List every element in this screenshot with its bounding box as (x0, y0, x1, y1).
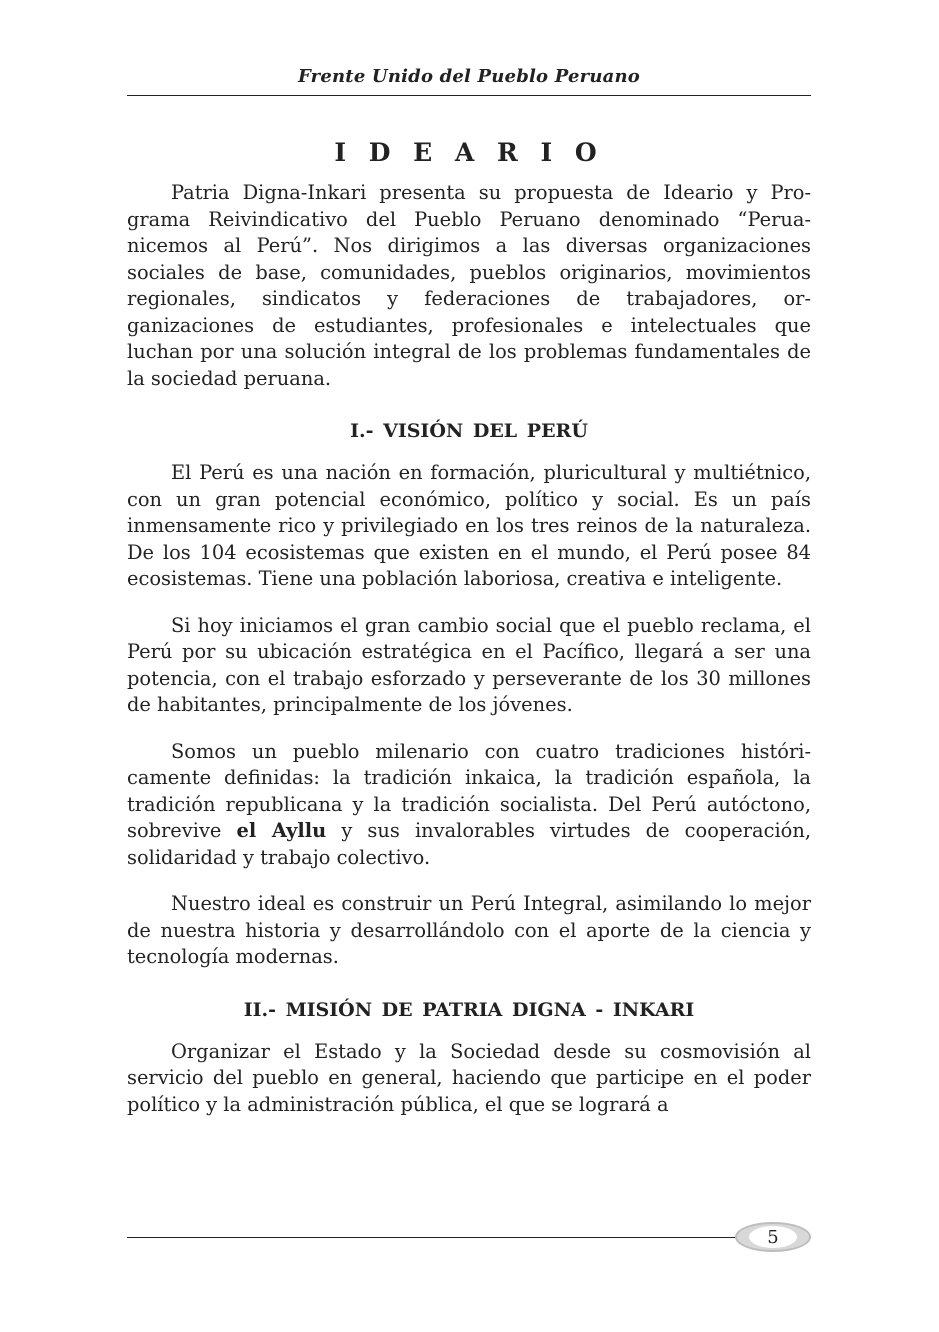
section-1-paragraph-1: El Perú es una nación en formación, pluricultural y multiétnico, con un gran potencial económico, político y social. Es un país inmensamente rico y privilegiado en los tres reinos de la naturaleza. De los 104 ecosistemas que existen en el mundo, el Perú posee 84 ecosistemas. Tiene una población laboriosa, creativa e inteligente. (127, 461, 811, 590)
page-number: 5 (749, 1226, 797, 1248)
footer-rule (127, 1237, 739, 1238)
intro-paragraph: Patria Digna-Inkari presenta su propuesta de Ideario y Programa Reivindicativo del Pueblo Peruano denominado “Peruanicemos al Perú”. Nos dirigimos a las diversas organizaciones sociales de base, comunidades, pueblos originarios, movimientos regionales, sindicatos y federaciones de trabajadores, organizaciones de estudiantes, profesionales e intelectuales que luchan por una solución integral de los problemas fundamentales de la sociedad peruana. (127, 181, 811, 390)
header-rule (127, 95, 811, 96)
section-1-paragraph-3 (127, 739, 811, 872)
page-title: I D E A R I O (334, 138, 604, 167)
paragraph-text: y sus invalorables virtudes de cooperación, solidaridad y trabajo colectivo. (127, 819, 811, 869)
paragraph-text: Somos un pueblo milenario con cuatro tradiciones históricamente definidas: la tradición inkaica, la tradición española, la tradición republicana y la tradición socialista. Del Perú autóctono, sobrevive (127, 739, 811, 842)
section-1-paragraph-4: Nuestro ideal es construir un Perú Integral, asimilando lo mejor de nuestra historia y desarrollándolo con el aporte de la ciencia y tecnología modernas. (127, 892, 811, 968)
section-1-paragraph-2: Si hoy iniciamos el gran cambio social que el pueblo reclama, el Perú por su ubicación estratégica en el Pacífico, llegará a ser una potencia, con el trabajo esforzado y perseverante de los 30 millones de habitantes, principalmente de los jóvenes. (127, 613, 811, 716)
section-2-paragraph-1: Organizar el Estado y la Sociedad desde su cosmovisión al servicio del pueblo en general, haciendo que participe en el poder político y la administración pública, el que se logrará a (127, 1039, 811, 1116)
bold-term-ayllu: el Ayllu (236, 819, 327, 842)
page-content (127, 130, 811, 1118)
page-number-badge (735, 1222, 811, 1252)
running-header-title: Frente Unido del Pueblo Peruano (298, 66, 640, 87)
section-1-heading: I.- VISIÓN DEL PERÚ (350, 420, 588, 442)
section-2-heading: II.- MISIÓN DE PATRIA DIGNA - INKARI (243, 998, 695, 1021)
